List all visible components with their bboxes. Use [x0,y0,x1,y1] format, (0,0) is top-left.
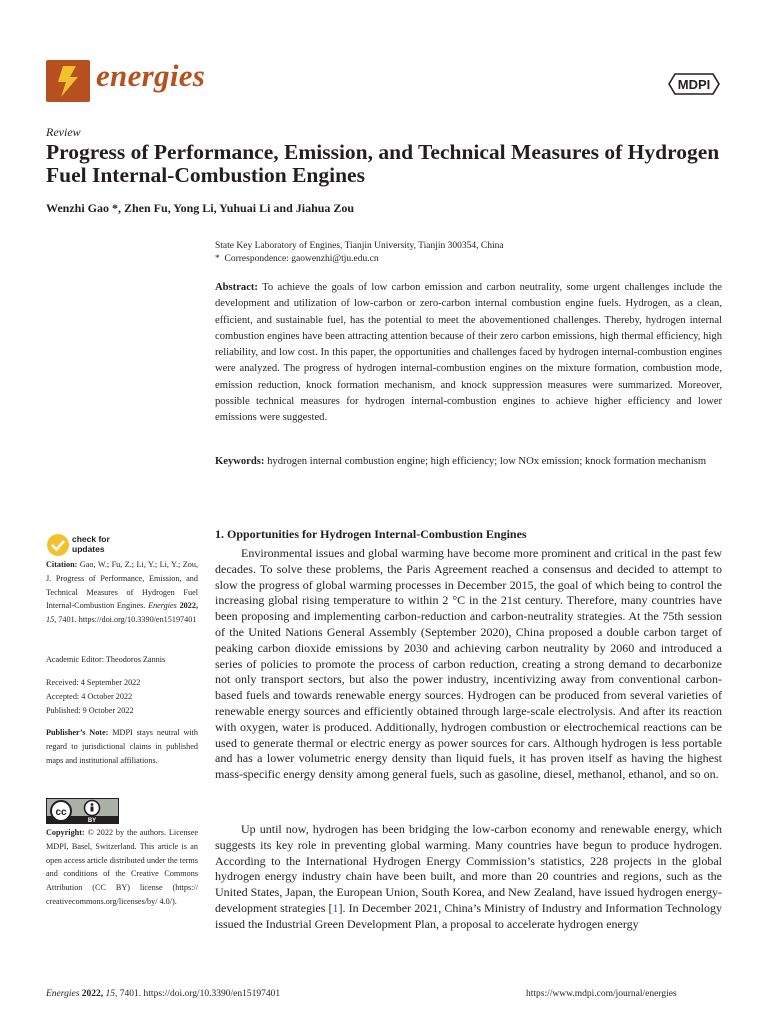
publication-dates [46,676,198,717]
published-date: Published: 9 October 2022 [46,705,134,715]
citation-journal: Energies [148,601,177,611]
correspondence-text: Correspondence: gaowenzhi@tju.edu.cn [224,254,379,264]
mdpi-logo [667,72,721,101]
footer-volume: 15, [105,989,118,999]
abstract [215,280,722,427]
copyright-label: Copyright: [46,828,85,837]
citation-label: Citation: [46,560,78,569]
correspondence-mark: * [215,254,220,264]
section-heading: 1. Opportunities for Hydrogen Internal-Combustion Engines [215,527,527,541]
cc-by-license-icon[interactable] [46,798,119,824]
body-paragraph [215,822,722,933]
accepted-date: Accepted: 4 October 2022 [46,691,133,701]
footer-citation [46,989,280,999]
paragraph-text: ]. In December 2021, China’s Ministry of Industry and Information Technology issued the Industrial Green Development Plan, a proposal to accelerate hydrogen energy [215,900,722,931]
copyright-text: © 2022 by the authors. Licensee MDPI, Basel, Switzerland. This article is an open access article distributed under the terms and conditions of the Creative Commons Attribution (CC BY) license (https:// creativecommons.org/licenses/by/ 4.0/). [46,828,199,906]
check-updates-line1: check for [72,534,110,544]
article-type: Review [46,125,81,139]
citation-number: 7401. [58,615,77,625]
citation-text: Gao, W.; Fu, Z.; Li, Y.; Li, Y.; Zou, J. Progress of Performance, Emission, and Technical Measures of Hydrogen Fuel Internal-Combustion Engines. [46,560,199,611]
keywords-label: Keywords: [215,456,265,467]
academic-editor: Academic Editor: Theodoros Zannis [46,655,166,664]
check-updates-icon [46,533,70,557]
article-title: Progress of Performance, Emission, and Technical Measures of Hydrogen Fuel Internal-Combustion Engines [46,140,720,187]
copyright-notice [46,826,198,909]
footer-doi[interactable]: 7401. https://doi.org/10.3390/en15197401 [119,989,281,999]
abstract-text: To achieve the goals of low carbon emission and carbon neutrality, some urgent challenges include the development and utilization of low-carbon or zero-carbon internal combustion engine fuels. Hydrogen, as a clean, efficient, and sustainable fuel, has the potential to meet the abovementioned challenges. Thereby, hydrogen internal combustion engines have been attracting attention because of their zero carbon emissions, high thermal efficiency, high reliability, and low cost. In this paper, the opportunities and challenges faced by hydrogen internal-combustion engines were analyzed. The progress of hydrogen internal-combustion engines on the mixture formation, combustion mode, emission reduction, knock formation mechanism, and knock suppression measures were summarized. Moreover, possible technical measures for hydrogen internal-combustion engines to achieve higher efficiency and lower emissions were suggested. [215,282,722,424]
keywords-text: hydrogen internal combustion engine; high efficiency; low NOx emission; knock formation mechanism [267,456,707,467]
citation-doi[interactable]: https://doi.org/10.3390/en15197401 [78,615,197,625]
cc-by-label: BY [87,818,97,823]
check-updates-line2: updates [72,544,105,554]
check-for-updates-badge[interactable] [46,533,156,557]
footer-journal: Energies [46,989,80,999]
journal-logo-icon [46,60,90,102]
body-paragraph: Environmental issues and global warming have become more prominent and critical in the past few decades. To solve these problems, the Paris Agreement reached a consensus and decided to attempt to slow the progress of global warming processes in December 2015, the goal of which being to control the increasing global rising temperature to within 2 °C in the 21st century. Therefore, many countries have been proposing and implementing carbon-reduction and carbon-neutrality strategies. At the 75th session of the United Nations General Assembly (September 2020), China proposed a double carbon target of peaking carbon dioxide emissions by 2030 and achieving carbon neutrality by 2060 and introduced a series of policies to promote the process of carbon reduction, creating a strong demand to decarbonize not only transport sectors, but also the power industry, incentivizing away from conventional carbon-based fuels and towards renewable energy sources. Hydrogen can be produced from several varieties of renewable energy sources and efficiently obtained through large-scale electrolysis. And after its reaction with oxygen, water is produced. Additionally, hydrogen combustion or electrochemical reactions can be used to generate thermal or electric energy as power sources for cars. Although hydrogen is less portable and has a lower volumetric energy density than liquid fuels, it has proven itself as having the highest mass-specific energy density among general fuels, such as gasoline, diesel, methanol, ethanol, and so on. [215,546,722,782]
footer-year: 2022, [81,989,104,999]
publisher-note-label: Publisher’s Note: [46,728,109,737]
publisher-name: MDPI [677,77,711,92]
paragraph-text: Up until now, hydrogen has been bridging the low-carbon economy and renewable energy, which suggests its key role in preventing global warming. Many countries have begun to produce hydrogen. According to the International Hydrogen Energy Commission’s statistics, 228 projects in the global hydrogen energy industry chain have been built, and more than 20 countries and regions, such as the United States, Japan, the European Union, South Korea, and New Zealand, have issued hydrogen energy-development strategies [ [215,822,722,915]
citation-year: 2022, [179,601,198,611]
abstract-label: Abstract: [215,282,258,293]
keywords [215,454,722,470]
svg-text:cc: cc [55,807,67,818]
publisher-note-text: MDPI stays neutral with regard to jurisdictional claims in published maps and institutional affiliations. [46,728,199,765]
citation [46,558,198,627]
journal-name: energies [96,58,206,93]
publisher-note [46,726,198,767]
correspondence [215,253,379,266]
author-list: Wenzhi Gao *, Zhen Fu, Yong Li, Yuhuai Li and Jiahua Zou [46,201,355,215]
reference-link[interactable]: 1 [332,900,339,915]
received-date: Received: 4 September 2022 [46,678,141,687]
affiliation: State Key Laboratory of Engines, Tianjin University, Tianjin 300354, China [215,241,504,251]
citation-volume: 15, [46,615,57,625]
footer-journal-url[interactable]: https://www.mdpi.com/journal/energies [526,989,677,999]
